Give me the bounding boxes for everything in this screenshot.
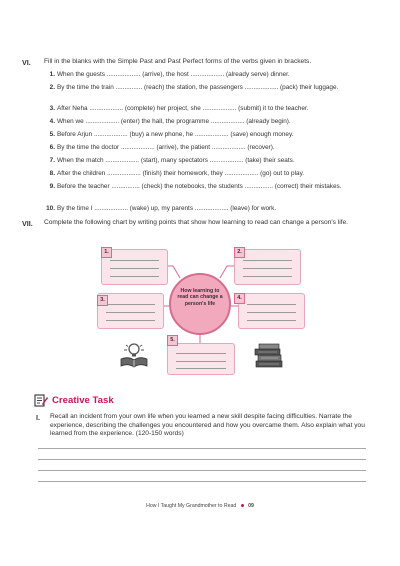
write-line [106, 312, 155, 313]
write-line [106, 304, 155, 305]
creative-task-title: Creative Task [52, 395, 114, 406]
lightbulb-book-icon [118, 342, 150, 368]
section-vi-number: VI. [22, 58, 31, 67]
page-number: 09 [248, 503, 254, 509]
chart-hub [169, 273, 231, 335]
write-line [110, 268, 159, 269]
item-text: By the time I ................... (wake) up, my parents ................... (leave) for work. [57, 205, 277, 212]
item-number: 4. [49, 118, 55, 125]
creative-task-instruction: Recall an incident from your own life when you learned a new skill despite facing difficulties. Narrate the experience, describing the challenges you encountered and how you overcame them. Also explain what you learned from the experience. (120-150 words) [50, 413, 365, 438]
hub-label: How learning to read can change a person's life [177, 288, 223, 307]
item-text: When the match ................... (start), many spectators ................... (take) their seats. [57, 157, 295, 164]
section-vii-instruction: Complete the following chart by writing points that show how learning to read can change a person's life. [44, 219, 349, 226]
item-number: 8. [49, 170, 55, 177]
item-text: When we ................... (enter) the hall, the programme ................... (already begin). [57, 118, 291, 125]
write-line [243, 276, 292, 277]
write-line [176, 368, 226, 369]
book-stack-icon [252, 342, 286, 368]
answer-line[interactable] [38, 448, 366, 449]
item-text: After Neha ................... (complete) her project, she ................... (submit) it to the teacher. [57, 105, 309, 112]
write-line [247, 304, 296, 305]
write-line [247, 312, 296, 313]
write-line [176, 361, 226, 362]
creative-task-number: I. [36, 413, 40, 422]
chart-card-4[interactable] [238, 293, 305, 329]
item-number: 9. [49, 183, 55, 190]
item-text: Before the teacher ................ (check) the notebooks, the students ................ (correct) their mistakes. [57, 183, 342, 190]
item-text: Before Arjun ................... (buy) a new phone, he ................... (save) enough money. [57, 131, 294, 138]
write-line [176, 353, 226, 354]
card-number-5: 5. [167, 335, 178, 346]
card-number-4: 4. [234, 293, 245, 304]
chart-card-5[interactable] [167, 343, 235, 375]
section-vii-number: VII. [22, 219, 33, 228]
write-line [243, 260, 292, 261]
item-text: After the children ................... (finish) their homework, they ................... (go) out to play. [57, 170, 305, 177]
card-number-2: 2. [234, 247, 245, 258]
write-line [247, 320, 296, 321]
item-number: 1. [49, 71, 55, 78]
item-number: 3. [49, 105, 55, 112]
answer-line[interactable] [38, 470, 366, 471]
item-number: 2. [49, 84, 55, 91]
item-text: By the time the train ............... (reach) the station, the passengers ................... (pack) their luggage. [57, 84, 339, 91]
chapter-title: How I Taught My Grandmother to Read [146, 503, 237, 509]
item-number: 6. [49, 144, 55, 151]
footer-bullet [241, 504, 244, 507]
item-number: 10. [46, 205, 55, 212]
notepad-pencil-icon [34, 393, 48, 407]
answer-line[interactable] [38, 459, 366, 460]
answer-line[interactable] [38, 481, 366, 482]
section-vi-instruction: Fill in the blanks with the Simple Past and Past Perfect forms of the verbs given in brackets. [44, 58, 312, 65]
card-number-1: 1. [101, 247, 112, 258]
page-footer [0, 503, 400, 509]
item-number: 5. [49, 131, 55, 138]
write-line [106, 320, 155, 321]
write-line [243, 268, 292, 269]
card-number-3: 3. [97, 295, 108, 306]
write-line [110, 276, 159, 277]
item-text: When the guests ................... (arrive), the host ................... (already serve) dinner. [57, 71, 290, 78]
write-line [110, 260, 159, 261]
item-text: By the time the doctor ................... (arrive), the patient ................... (recover). [57, 144, 275, 151]
item-number: 7. [49, 157, 55, 164]
